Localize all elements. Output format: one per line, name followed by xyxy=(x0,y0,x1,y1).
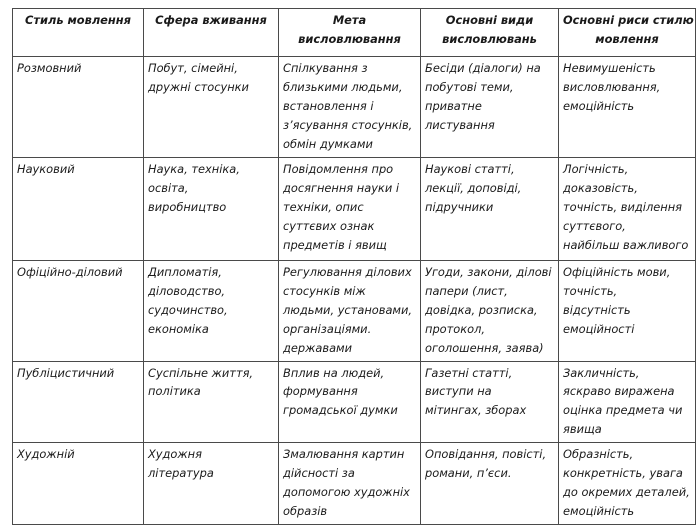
types-cell: Оповідання, повісті, романи, п’єси. xyxy=(421,443,559,525)
table-row xyxy=(13,261,696,362)
sphere-cell: Побут, сімейні, дружні стосунки xyxy=(144,57,279,158)
table-row xyxy=(13,443,696,525)
speech-styles-sheet xyxy=(12,8,695,525)
header-style: Стиль мовлення xyxy=(13,9,144,57)
speech-styles-table xyxy=(12,8,696,525)
purpose-cell: Вплив на людей, формування громадської думки xyxy=(279,361,421,443)
traits-cell: Невимушеність висловлювання, емоційність xyxy=(559,57,696,158)
purpose-cell: Спілкування з близькими людьми, встановлення і з’ясування стосунків, обмін думками xyxy=(279,57,421,158)
header-types: Основні види висловлювань xyxy=(421,9,559,57)
sphere-cell: Дипломатія, діловодство, судочинство, економіка xyxy=(144,261,279,362)
traits-cell: Офіційність мови, точність, відсутність емоційності xyxy=(559,261,696,362)
header-traits: Основні риси стилю мовлення xyxy=(559,9,696,57)
traits-cell: Логічність, доказовість, точність, виділення суттєвого, найбільш важливого xyxy=(559,158,696,261)
sphere-cell: Суспільне життя, політика xyxy=(144,361,279,443)
style-cell: Публіцистичний xyxy=(13,361,144,443)
style-cell: Художній xyxy=(13,443,144,525)
sphere-cell: Наука, техніка, освіта, виробництво xyxy=(144,158,279,261)
style-cell: Офіційно-діловий xyxy=(13,261,144,362)
sphere-cell: Художня література xyxy=(144,443,279,525)
traits-cell: Закличність, яскраво виражена оцінка предмета чи явища xyxy=(559,361,696,443)
types-cell: Угоди, закони, ділові папери (лист, довідка, розписка, протокол, оголошення, заява) xyxy=(421,261,559,362)
header-purpose: Мета висловлювання xyxy=(279,9,421,57)
types-cell: Бесіди (діалоги) на побутові теми, приватне листування xyxy=(421,57,559,158)
header-sphere: Сфера вживання xyxy=(144,9,279,57)
style-cell: Розмовний xyxy=(13,57,144,158)
table-row xyxy=(13,57,696,158)
types-cell: Газетні статті, виступи на мітингах, зборах xyxy=(421,361,559,443)
purpose-cell: Повідомлення про досягнення науки і техніки, опис суттєвих ознак предметів і явищ xyxy=(279,158,421,261)
table-row xyxy=(13,361,696,443)
types-cell: Наукові статті, лекції, доповіді, підручники xyxy=(421,158,559,261)
purpose-cell: Регулювання ділових стосунків між людьми, установами, організаціями. державами xyxy=(279,261,421,362)
purpose-cell: Змалювання картин дійсності за допомогою художніх образів xyxy=(279,443,421,525)
table-row xyxy=(13,158,696,261)
header-row xyxy=(13,9,696,57)
traits-cell: Образність, конкретність, увага до окремих деталей, емоційність xyxy=(559,443,696,525)
style-cell: Науковий xyxy=(13,158,144,261)
